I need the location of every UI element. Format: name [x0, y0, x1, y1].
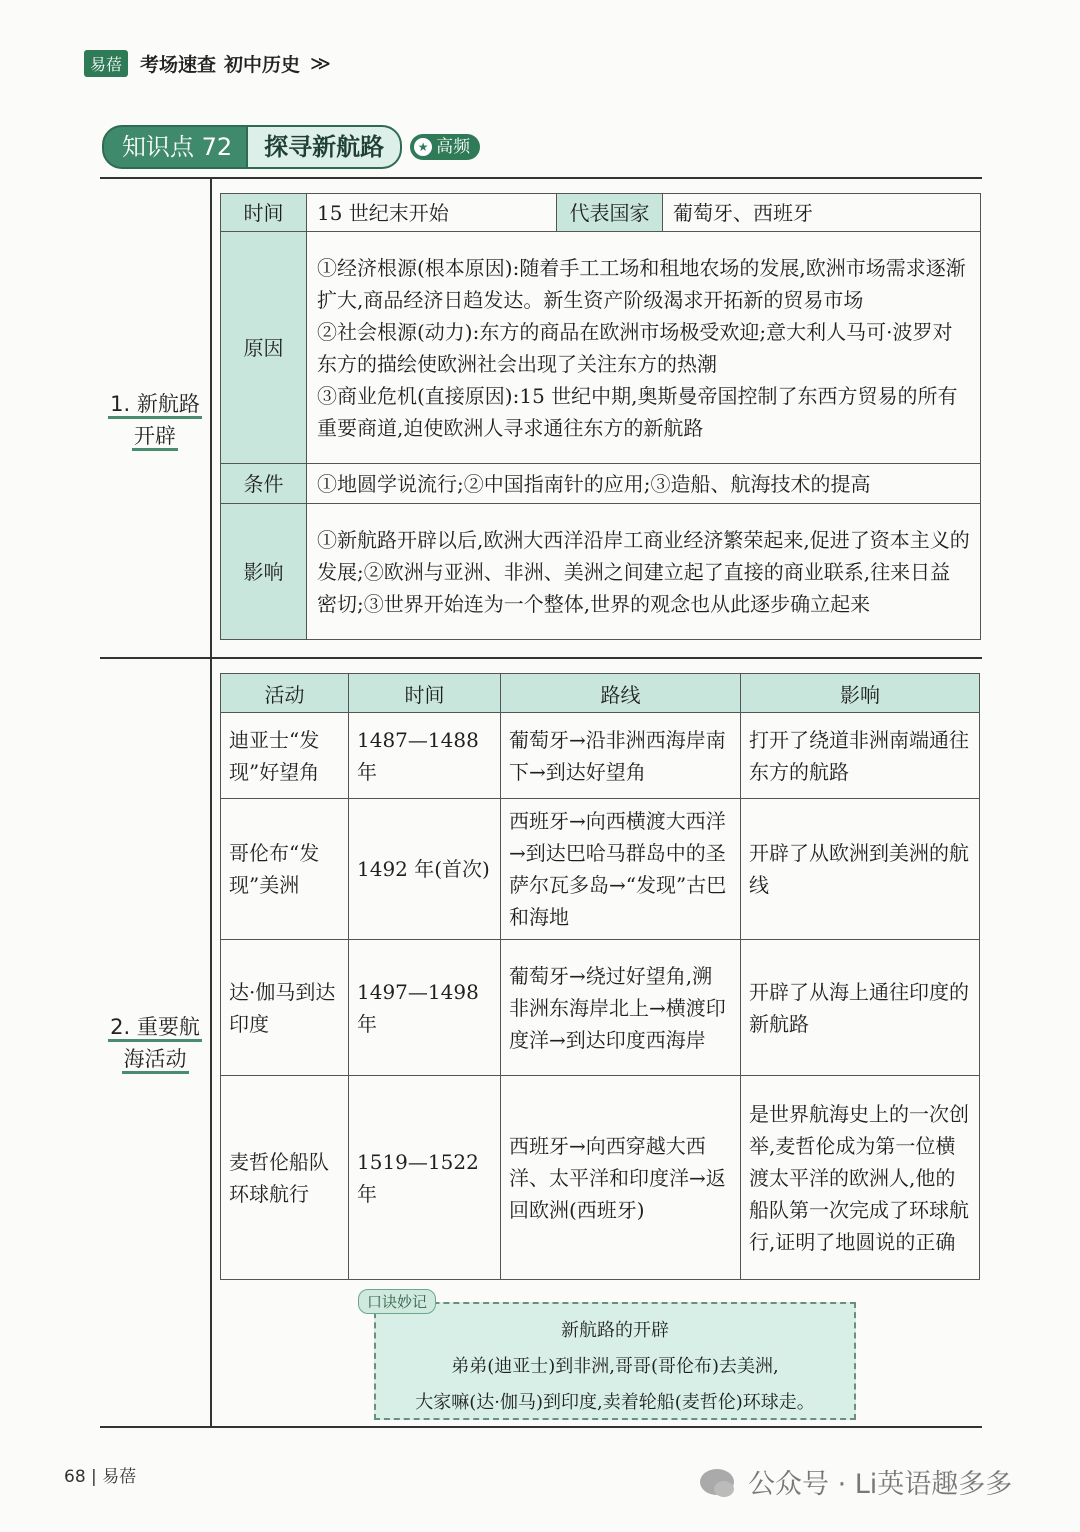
impact-cell: 开辟了从海上通往印度的新航路	[741, 940, 980, 1076]
wechat-icon	[700, 1469, 734, 1495]
chevron-icon: ≫	[310, 51, 331, 75]
reason-header: 原因	[221, 232, 307, 464]
time-cell: 1492 年(首次)	[349, 799, 501, 940]
reason-cell	[307, 232, 981, 464]
condition-value: ①地圆学说流行;②中国指南针的应用;③造船、航海技术的提高	[307, 464, 981, 504]
route-cell: 葡萄牙→绕过好望角,溯非洲东海岸北上→横渡印度洋→到达印度西海岸	[501, 940, 741, 1076]
impact-header: 影响	[221, 504, 307, 640]
series-name: 考场速查	[140, 53, 217, 76]
mnemonic-line: 大家嘛(达·伽马)到印度,卖着轮船(麦哲伦)环球走。	[415, 1392, 815, 1413]
frequency-icon: ★	[414, 138, 432, 156]
divider-vertical	[210, 177, 212, 1427]
route-cell: 西班牙→向西横渡大西洋→到达巴哈马群岛中的圣萨尔瓦多岛→“发现”古巴和海地	[501, 799, 741, 940]
watermark-text: 公众号 · Li英语趣多多	[748, 1469, 1013, 1500]
time-cell: 1519—1522 年	[349, 1076, 501, 1280]
time-header: 时间	[221, 194, 307, 232]
mnemonic-line: 弟弟(迪亚士)到非洲,哥哥(哥伦布)去美洲,	[451, 1356, 779, 1377]
route-cell: 西班牙→向西穿越大西洋、太平洋和印度洋→返回欧洲(西班牙)	[501, 1076, 741, 1280]
frequency-badge	[410, 134, 480, 160]
origins-table	[220, 193, 981, 640]
table-row	[221, 1076, 980, 1280]
time-cell: 1487—1488 年	[349, 713, 501, 799]
subject-name: 初中历史	[224, 53, 301, 76]
time-cell: 1497—1498 年	[349, 940, 501, 1076]
section2-label-line1: 2. 重要航	[108, 1015, 202, 1042]
condition-header: 条件	[221, 464, 307, 504]
section1-label-line2: 开辟	[132, 424, 178, 451]
section2-label	[100, 1011, 210, 1075]
time-value: 15 世纪末开始	[307, 194, 557, 232]
table-row	[221, 799, 980, 940]
section1-label-line1: 1. 新航路	[108, 392, 202, 419]
route-cell: 葡萄牙→沿非洲西海岸南下→到达好望角	[501, 713, 741, 799]
topic-number: 知识点 72	[102, 125, 248, 169]
activity-cell: 麦哲伦船队环球航行	[221, 1076, 349, 1280]
impact-value: ①新航路开辟以后,欧洲大西洋沿岸工商业经济繁荣起来,促进了资本主义的发展;②欧洲与亚洲、非洲、美洲之间建立起了直接的商业联系,往来日益密切;③世界开始连为一个整体,世界的观念也从此逐步确立起来	[307, 504, 981, 640]
impact-cell: 开辟了从欧洲到美洲的航线	[741, 799, 980, 940]
page-header	[84, 48, 331, 78]
column-header: 影响	[741, 674, 980, 713]
section1-label	[100, 388, 210, 452]
reason-item: ③商业危机(直接原因):15 世纪中期,奥斯曼帝国控制了东西方贸易的所有重要商道,迫使欧洲人寻求通往东方的新航路	[317, 383, 958, 440]
voyages-table	[220, 673, 980, 1280]
mnemonic-title: 新航路的开辟	[561, 1320, 669, 1341]
impact-cell: 是世界航海史上的一次创举,麦哲伦成为第一位横渡太平洋的欧洲人,他的船队第一次完成了环球航行,证明了地圆说的正确	[741, 1076, 980, 1280]
divider-bottom	[100, 1426, 982, 1428]
watermark	[700, 1462, 1012, 1501]
country-header: 代表国家	[557, 194, 663, 232]
section2-label-line2: 海活动	[122, 1047, 189, 1074]
mnemonic-box	[374, 1302, 856, 1420]
page-number: 68 | 易蓓	[64, 1467, 137, 1487]
divider-top	[100, 177, 982, 179]
footer-brand: 易蓓	[102, 1467, 137, 1487]
mnemonic-tag: 口诀妙记	[358, 1289, 436, 1314]
column-header: 时间	[349, 674, 501, 713]
topic-bar	[102, 126, 480, 168]
activity-cell: 迪亚士“发现”好望角	[221, 713, 349, 799]
reason-item: ①经济根源(根本原因):随着手工工场和租地农场的发展,欧洲市场需求逐渐扩大,商品经济日趋发达。新生资产阶级渴求开拓新的贸易市场	[317, 255, 966, 312]
activity-cell: 哥伦布“发现”美洲	[221, 799, 349, 940]
country-value: 葡萄牙、西班牙	[663, 194, 981, 232]
brand-badge: 易蓓	[84, 50, 128, 77]
impact-cell: 打开了绕道非洲南端通往东方的航路	[741, 713, 980, 799]
page-number-value: 68	[64, 1467, 86, 1487]
book-title	[140, 50, 308, 77]
reason-item: ②社会根源(动力):东方的商品在欧洲市场极受欢迎;意大利人马可·波罗对东方的描绘使欧洲社会出现了关注东方的热潮	[317, 319, 953, 376]
divider-middle	[100, 657, 982, 659]
table-row	[221, 940, 980, 1076]
table-row	[221, 713, 980, 799]
column-header: 路线	[501, 674, 741, 713]
frequency-label: 高频	[436, 137, 471, 157]
column-header: 活动	[221, 674, 349, 713]
topic-name: 探寻新航路	[248, 125, 402, 169]
activity-cell: 达·伽马到达印度	[221, 940, 349, 1076]
